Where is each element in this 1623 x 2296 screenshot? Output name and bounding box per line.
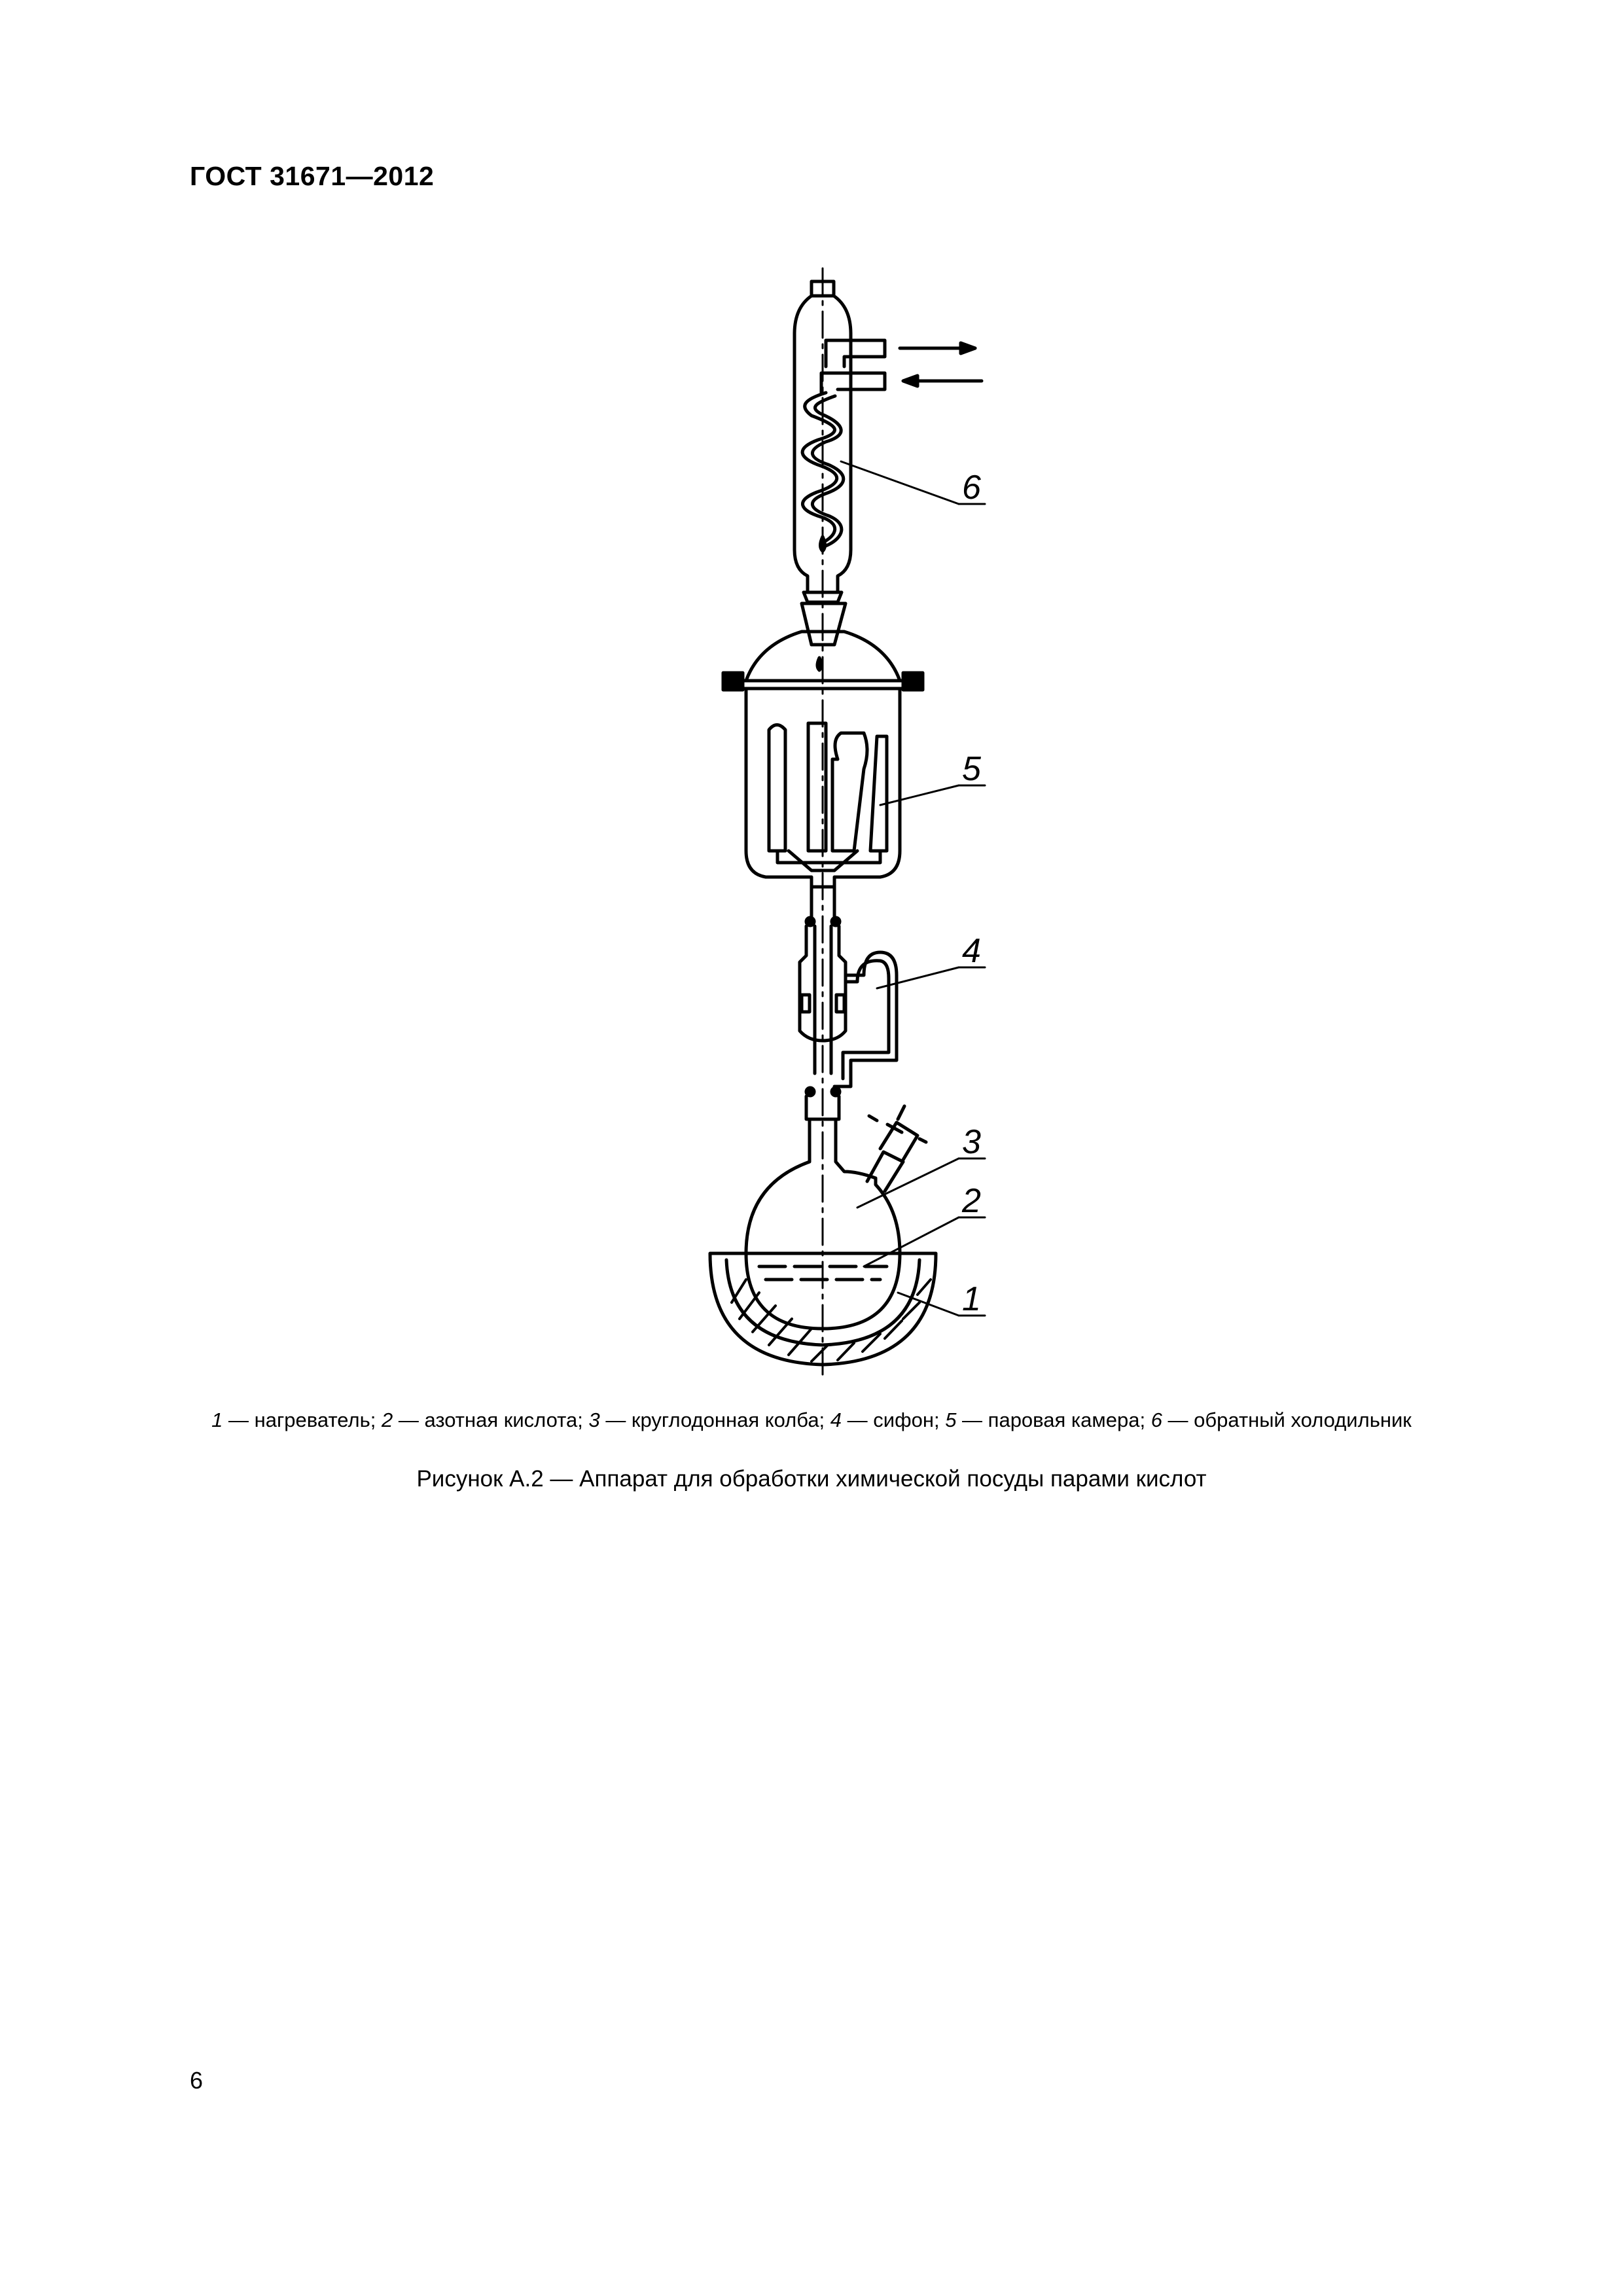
flow-arrows bbox=[900, 343, 982, 386]
label-1: 1 bbox=[962, 1280, 981, 1318]
document-header: ГОСТ 31671—2012 bbox=[190, 161, 435, 191]
legend-text-1: — нагреватель; bbox=[223, 1408, 382, 1431]
legend-num-4: 4 bbox=[830, 1408, 842, 1431]
legend-num-5: 5 bbox=[945, 1408, 957, 1431]
reflux-condenser bbox=[794, 281, 885, 670]
siphon bbox=[800, 887, 897, 1119]
legend-num-2: 2 bbox=[382, 1408, 393, 1431]
legend-text-2: — азотная кислота; bbox=[393, 1408, 589, 1431]
legend-text-6: — обратный холодильник bbox=[1162, 1408, 1412, 1431]
figure-caption: Рисунок А.2 — Аппарат для обработки химической посуды парами кислот bbox=[416, 1466, 1207, 1492]
page-number: 6 bbox=[190, 2067, 204, 2094]
legend-num-3: 3 bbox=[588, 1408, 600, 1431]
round-bottom-flask bbox=[743, 1106, 926, 1329]
label-6: 6 bbox=[962, 469, 981, 507]
legend-num-6: 6 bbox=[1150, 1408, 1162, 1431]
legend-text-5: — паровая камера; bbox=[956, 1408, 1151, 1431]
legend-text-4: — сифон; bbox=[842, 1408, 946, 1431]
legend-num-1: 1 bbox=[211, 1408, 223, 1431]
figure-legend bbox=[0, 1408, 1623, 1432]
label-4: 4 bbox=[962, 932, 981, 970]
label-3: 3 bbox=[962, 1123, 981, 1161]
legend-text-3: — круглодонная колба; bbox=[599, 1408, 830, 1431]
label-5: 5 bbox=[962, 750, 981, 788]
label-2: 2 bbox=[962, 1182, 981, 1220]
